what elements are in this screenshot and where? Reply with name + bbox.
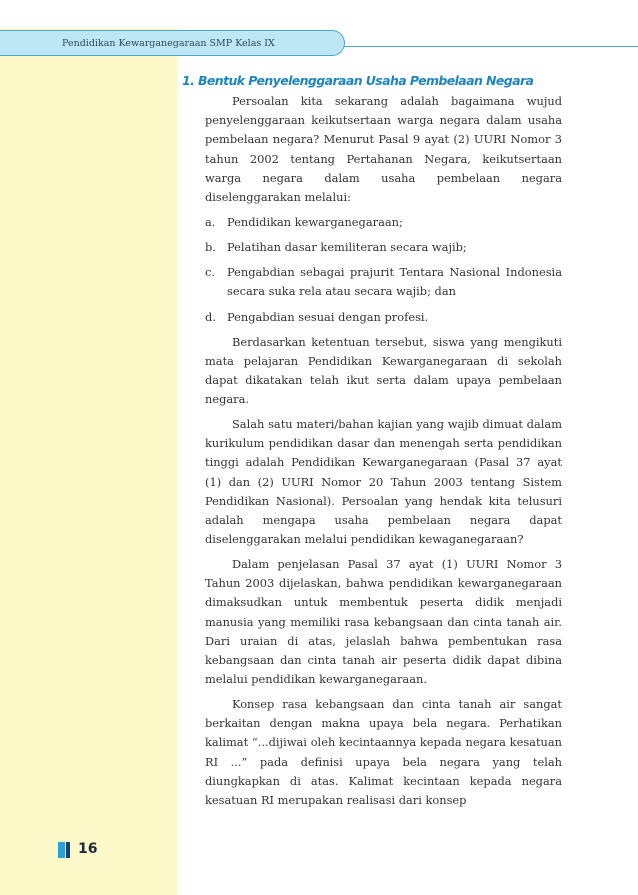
running-header-title: Pendidikan Kewarganegaraan SMP Kelas IX xyxy=(62,38,275,49)
paragraph: Persoalan kita sekarang adalah bagaimana wujud penyelenggaraan keikutsertaan warga negara dalam usaha pembelaan negara? Menurut Pasal 9 ayat (2) UURI Nomor 3 tahun 2002 tentang Pertahanan Negara, keikutsertaan warga negara dalam usaha pembelaan negara diselenggarakan melalui: xyxy=(205,94,562,205)
list-item xyxy=(205,213,562,232)
list-marker: d. xyxy=(205,309,216,324)
list-item-text: Pengabdian sesuai dengan profesi. xyxy=(227,309,429,324)
list-item-text: Pengabdian sebagai prajurit Tentara Nasional Indonesia secara suka rela atau secara wajib; dan xyxy=(227,265,562,299)
list-item-text: Pelatihan dasar kemiliteran secara wajib; xyxy=(227,239,467,254)
list-item xyxy=(205,308,562,327)
list-marker: c. xyxy=(205,265,216,280)
paragraph: Berdasarkan ketentuan tersebut, siswa yang mengikuti mata pelajaran Pendidikan Kewarganegaraan di sekolah dapat dikatakan telah ikut serta dalam upaya pembelaan negara. xyxy=(205,334,562,407)
list-item-text: Pendidikan kewarganegaraan; xyxy=(227,214,403,229)
marker-bar-dark xyxy=(66,842,70,858)
list-item xyxy=(205,238,562,257)
body-text xyxy=(205,92,562,816)
paragraph: Dalam penjelasan Pasal 37 ayat (1) UURI Nomor 3 Tahun 2003 dijelaskan, bahwa pendidikan kewarganegaraan dimaksudkan untuk membentuk peserta didik menjadi manusia yang memiliki rasa kebangsaan dan cinta tanah air. Dari uraian di atas, jelaslah bahwa pembentukan rasa kebangsaan dan cinta tanah air peserta didik dapat dibina melalui pendidikan kewarganegaraan. xyxy=(205,556,562,687)
top-margin xyxy=(0,0,638,28)
section-title: 1. Bentuk Penyelenggaraan Usaha Pembelaan Negara xyxy=(182,73,534,88)
header-rule xyxy=(344,46,638,47)
list-item xyxy=(205,263,562,301)
sidebar-band xyxy=(0,0,178,895)
page-number-marker xyxy=(58,842,70,858)
marker-bar-light xyxy=(58,842,65,858)
list-marker: b. xyxy=(205,239,216,254)
page-number: 16 xyxy=(78,841,98,857)
paragraph: Salah satu materi/bahan kajian yang wajib dimuat dalam kurikulum pendidikan dasar dan menengah serta pendidikan tinggi adalah Pendidikan Kewarganegaraan (Pasal 37 ayat (1) dan (2) UURI Nomor 20 Tahun 2003 tentang Sistem Pendidikan Nasional). Persoalan yang hendak kita telusuri adalah mengapa usaha pembelaan negara dapat diselenggarakan melalui pendidikan kewaganegaraan? xyxy=(205,417,562,547)
list-marker: a. xyxy=(205,214,216,229)
paragraph: Konsep rasa kebangsaan dan cinta tanah air sangat berkaitan dengan makna upaya bela negara. Perhatikan kalimat “...dijiwai oleh kecintaannya kepada negara kesatuan RI ...” pada definisi upaya bela negara yang telah diungkapkan di atas. Kalimat kecintaan kepada negara kesatuan RI merupakan realisasi dari konsep xyxy=(205,696,562,807)
